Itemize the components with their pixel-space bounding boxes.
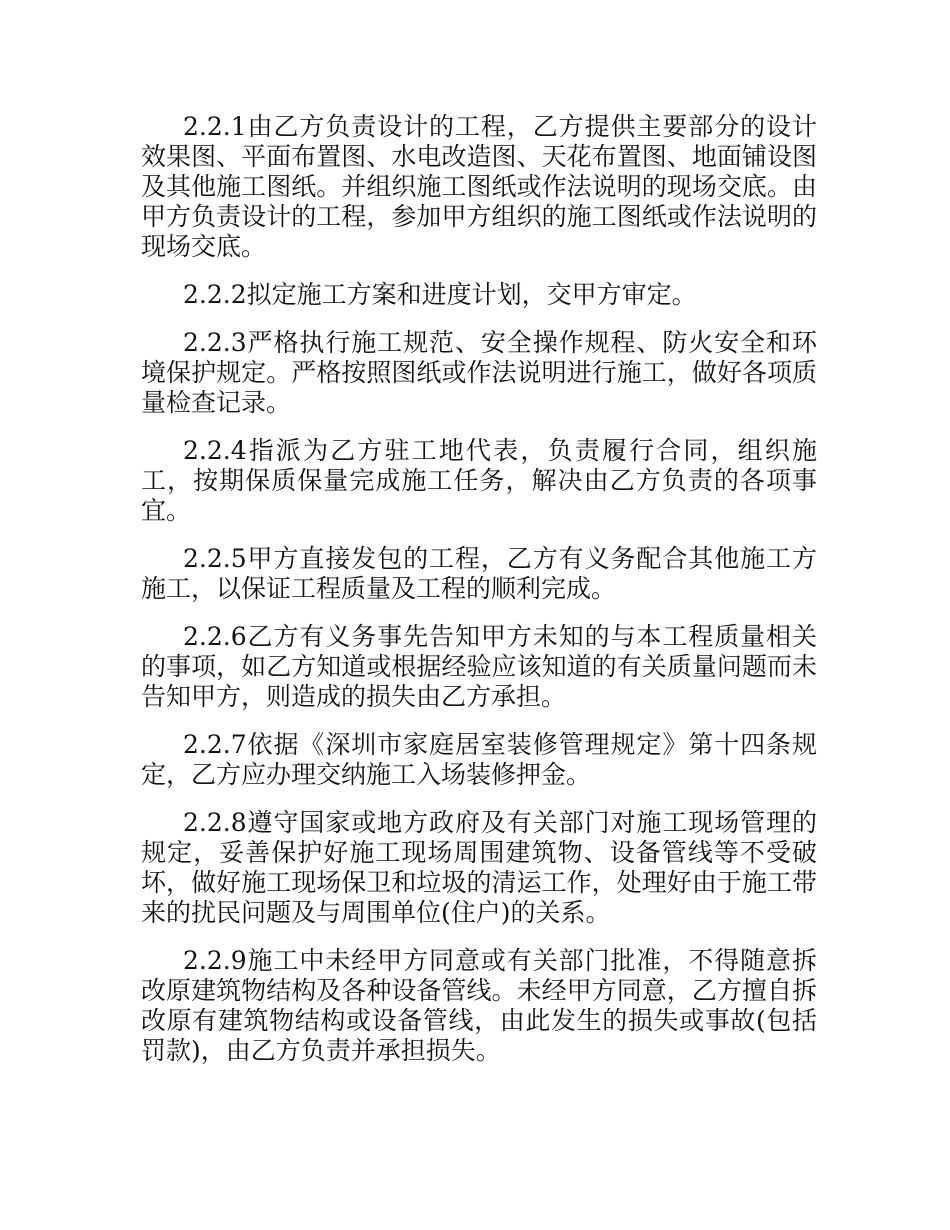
clause-2-2-6: 2.2.6乙方有义务事先告知甲方未知的与本工程质量相关的事项，如乙方知道或根据经验应该知道的有关质量问题而未告知甲方，则造成的损失由乙方承担。: [141, 622, 817, 711]
clause-2-2-4: 2.2.4指派为乙方驻工地代表，负责履行合同，组织施工，按期保质保量完成施工任务，解决由乙方负责的各项事宜。: [141, 436, 817, 525]
document-page: [141, 112, 817, 1084]
clause-2-2-9: 2.2.9施工中未经甲方同意或有关部门批准，不得随意拆改原建筑物结构及各种设备管线。未经甲方同意，乙方擅自拆改原有建筑物结构或设备管线，由此发生的损失或事故(包括罚款)，由乙方负责并承担损失。: [141, 946, 817, 1065]
clause-2-2-1: 2.2.1由乙方负责设计的工程，乙方提供主要部分的设计效果图、平面布置图、水电改造图、天花布置图、地面铺设图及其他施工图纸。并组织施工图纸或作法说明的现场交底。由甲方负责设计的工程，参加甲方组织的施工图纸或作法说明的现场交底。: [141, 112, 817, 261]
clause-2-2-8: 2.2.8遵守国家或地方政府及有关部门对施工现场管理的规定，妥善保护好施工现场周围建筑物、设备管线等不受破坏，做好施工现场保卫和垃圾的清运工作，处理好由于施工带来的扰民问题及与周围单位(住户)的关系。: [141, 808, 817, 927]
clause-2-2-3: 2.2.3严格执行施工规范、安全操作规程、防火安全和环境保护规定。严格按照图纸或作法说明进行施工，做好各项质量检查记录。: [141, 328, 817, 417]
clause-2-2-2: 2.2.2拟定施工方案和进度计划，交甲方审定。: [183, 280, 697, 309]
clause-2-2-7: 2.2.7依据《深圳市家庭居室装修管理规定》第十四条规定，乙方应办理交纳施工入场装修押金。: [141, 730, 817, 789]
clause-2-2-5: 2.2.5甲方直接发包的工程，乙方有义务配合其他施工方施工，以保证工程质量及工程的顺利完成。: [141, 544, 817, 603]
